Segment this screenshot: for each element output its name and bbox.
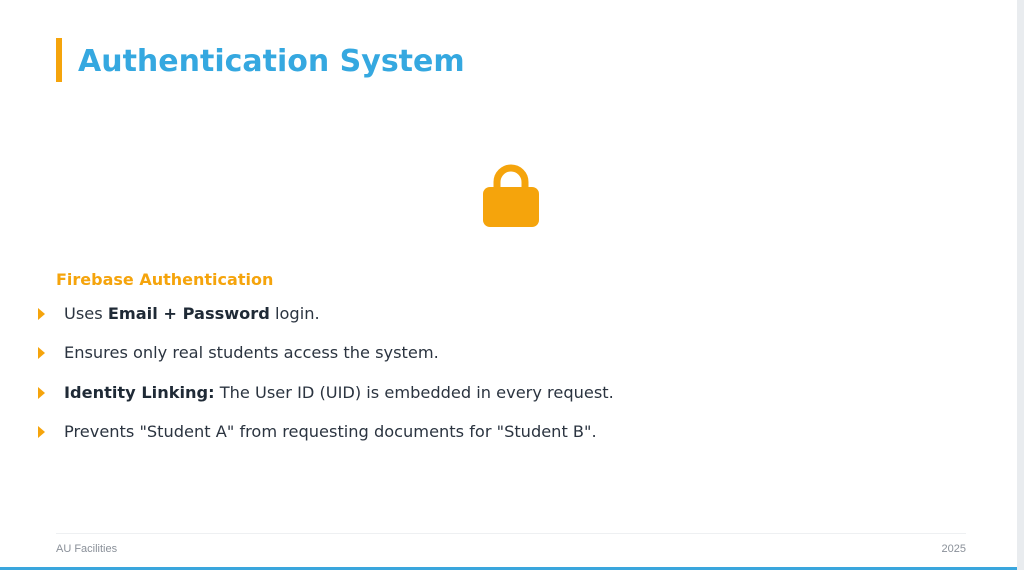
footer-year: 2025	[941, 543, 966, 555]
bullet-text	[64, 420, 597, 444]
bullet-text-pre: Uses	[64, 304, 108, 323]
footer-organization: AU Facilities	[56, 543, 118, 555]
page-title: Authentication System	[78, 44, 465, 79]
section-heading: Firebase Authentication	[56, 270, 274, 289]
lock-icon	[482, 162, 540, 228]
list-item	[36, 341, 614, 380]
list-item	[36, 302, 614, 341]
bullet-text-post: login.	[269, 304, 320, 323]
bullet-text-bold: Email + Password	[107, 304, 270, 323]
scrollbar-track[interactable]	[1017, 0, 1024, 570]
bullet-text-post: The User ID (UID) is embedded in every request.	[214, 382, 614, 402]
list-item	[36, 420, 614, 459]
bullet-text-bold: Identity Linking:	[64, 382, 215, 402]
title-accent-bar	[56, 38, 62, 82]
bullet-arrow-icon	[38, 308, 45, 320]
bullet-text-pre: Prevents "Student A" from requesting documents for "Student B".	[64, 421, 597, 441]
bullet-text	[64, 341, 439, 365]
footer-divider	[56, 533, 966, 534]
bullet-text-pre: Ensures only real students access the system.	[64, 343, 439, 363]
bullet-arrow-icon	[38, 426, 45, 438]
bullet-text	[64, 381, 614, 405]
bullet-arrow-icon	[38, 387, 45, 399]
bullet-list	[36, 302, 614, 459]
bullet-arrow-icon	[38, 347, 45, 359]
bullet-text	[64, 302, 320, 326]
list-item	[36, 381, 614, 420]
